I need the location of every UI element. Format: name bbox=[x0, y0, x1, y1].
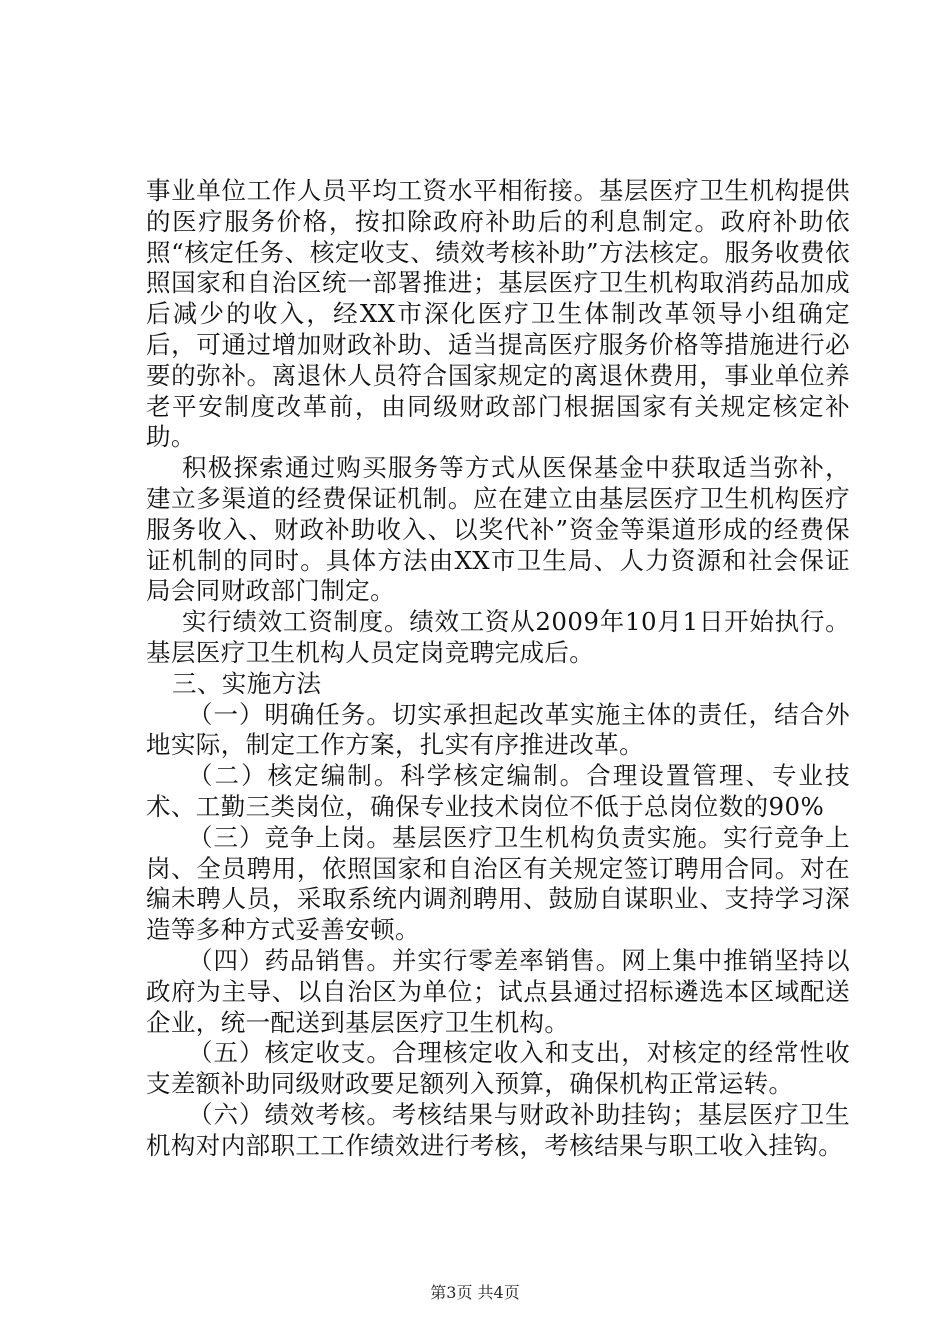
page-footer: 第3页 共4页 bbox=[430, 1283, 520, 1302]
paragraph-funding-mechanism: 积极探索通过购买服务等方式从医保基金中获取适当弥补，建立多渠道的经费保证机制。应在建立由基层医疗卫生机构医疗服务收入、财政补助收入、以奖代补”资金等渠道形成的经费保证机制的同时。具体方法由XX市卫生局、人力资源和社会保证局会同财政部门制定。 bbox=[146, 453, 850, 606]
list-item-drug-sales: （四）药品销售。并实行零差率销售。网上集中推销坚持以政府为主导、以自治区为单位；试点县通过招标遴选本区域配送企业，统一配送到基层医疗卫生机构。 bbox=[146, 945, 850, 1037]
list-item-clarify-tasks: （一）明确任务。切实承担起改革实施主体的责任，结合外地实际，制定工作方案，扎实有序推进改革。 bbox=[146, 699, 850, 760]
paragraph-funding-continued: 事业单位工作人员平均工资水平相衔接。基层医疗卫生机构提供的医疗服务价格，按扣除政府补助后的利息制定。政府补助依照“核定任务、核定收支、绩效考核补助”方法核定。服务收费依照国家和自治区统一部署推进；基层医疗卫生机构取消药品加成后减少的收入，经XX市深化医疗卫生体制改革领导小组确定后，可通过增加财政补助、适当提高医疗服务价格等措施进行必要的弥补。离退休人员符合国家规定的离退休费用，事业单位养老平安制度改革前，由同级财政部门根据国家有关规定核定补助。 bbox=[146, 176, 850, 452]
list-item-staffing: （二）核定编制。科学核定编制。合理设置管理、专业技术、工勤三类岗位，确保专业技术岗位不低于总岗位数的90% bbox=[146, 761, 850, 821]
list-item-performance-review: （六）绩效考核。考核结果与财政补助挂钩；基层医疗卫生机构对内部职工工作绩效进行考核，考核结果与职工收入挂钩。 bbox=[146, 1099, 850, 1160]
list-item-competitive-hiring: （三）竞争上岗。基层医疗卫生机构负责实施。实行竞争上岗、全员聘用，依照国家和自治区有关规定签订聘用合同。对在编未聘人员，采取系统内调剂聘用、鼓励自谋职业、支持学习深造等多种方式妥善安顿。 bbox=[146, 822, 850, 945]
list-item-budget: （五）核定收支。合理核定收入和支出，对核定的经常性收支差额补助同级财政要足额列入预算，确保机构正常运转。 bbox=[146, 1038, 850, 1099]
paragraph-performance-pay: 实行绩效工资制度。绩效工资从2009年10月1日开始执行。基层医疗卫生机构人员定岗竞聘完成后。 bbox=[146, 607, 850, 667]
section-heading-implementation: 三、实施方法 bbox=[172, 668, 322, 698]
document-body bbox=[146, 176, 850, 1162]
